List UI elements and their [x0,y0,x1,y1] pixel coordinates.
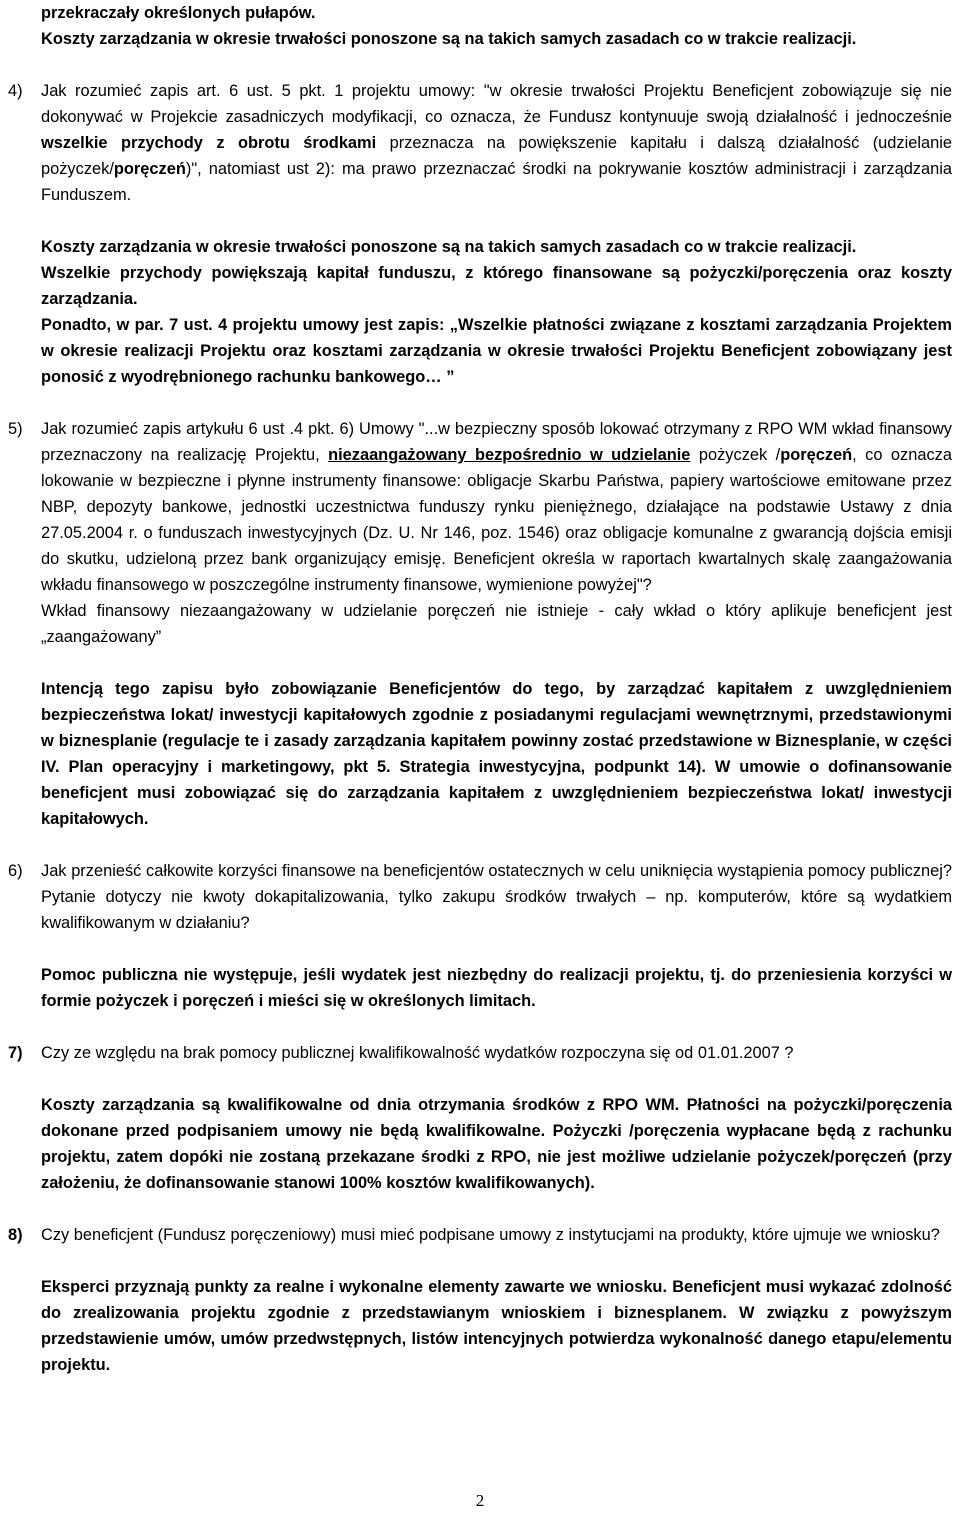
spacer [41,52,952,78]
question-8-text: Czy beneficjent (Fundusz poręczeniowy) musi mieć podpisane umowy z instytucjami na produkty, które ujmuje we wniosku? [41,1226,940,1244]
answer-6: Pomoc publiczna nie występuje, jeśli wydatek jest niezbędny do realizacji projektu, tj. do przeniesienia korzyści w formie pożyczek i poręczeń i mieści się w określonych limitach. [41,966,952,1010]
question-6 [8,858,952,1014]
item-number: 4) [8,82,23,100]
answer-5: Intencją tego zapisu było zobowiązanie Beneficjentów do tego, by zarządzać kapitałem z uwzględnieniem bezpieczeństwa lokat/ inwestycji kapitałowych zgodnie z posiadanymi regulacjami wewnętrznymi, przedstawionymi w biznesplanie (regulacje te i zasady zarządzania kapitałem powinny zostać przedstawione w Biznesplanie, w części IV. Plan operacyjny i marketingowy, pkt 5. Strategia inwestycyjna, podpunkt 14). W umowie o dofinansowanie beneficjent musi zobowiązać się do zarządzania kapitałem z uwzględnieniem bezpieczeństwa lokat/ inwestycji kapitałowych. [41,680,952,828]
question-5-note: Wkład finansowy niezaangażowany w udzielanie poręczeń nie istnieje - cały wkład o który aplikuje beneficjent jest „zaangażowany” [41,602,952,646]
answer-8: Eksperci przyznają punkty za realne i wykonalne elementy zawarte we wniosku. Beneficjent musi wykazać zdolność do zrealizowania projektu zgodnie z przedstawianym wnioskiem i biznesplanem. W związku z powyższym przedstawienie umów, umów przedwstępnych, listów intencyjnych potwierdza wykonalność danego etapu/elementu projektu. [41,1278,952,1374]
answer-7: Koszty zarządzania są kwalifikowalne od dnia otrzymania środków z RPO WM. Płatności na pożyczki/poręczenia dokonane przed podpisaniem umowy nie będą kwalifikowalne. Pożyczki /poręczenia wypłacane będą z rachunku projektu, zatem dopóki nie zostaną przekazane środki z RPO, nie jest możliwe udzielanie pożyczek/poręczeń (przy założeniu, że dofinansowanie stanowi 100% kosztów kwalifikowanych). [41,1096,952,1192]
answer-4-p2: Wszelkie przychody powiększają kapitał funduszu, z którego finansowane są pożyczki/poręczenia oraz koszty zarządzania. [41,264,952,308]
spacer [41,390,952,416]
page-number: 2 [475,1491,485,1510]
question-4 [8,78,952,390]
spacer [41,936,952,962]
answer-4-p1: Koszty zarządzania w okresie trwałości ponoszone są na takich samych zasadach co w trakcie realizacji. [41,238,857,256]
spacer [41,1066,952,1092]
question-7 [8,1040,952,1196]
spacer [41,1014,952,1040]
question-7-text: Czy ze względu na brak pomocy publicznej kwalifikowalność wydatków rozpoczyna się od 01.01.2007 ? [41,1044,794,1062]
question-4-text: Jak rozumieć zapis art. 6 ust. 5 pkt. 1 projektu umowy: "w okresie trwałości Projektu Beneficjent zobowiązuje się nie dokonywać w Projekcie zasadniczych modyfikacji, co oznacza, że Fundusz kontynuuje swoją działalność i jednocześnie wszelkie przychody z obrotu środkami przeznacza na powiększenie kapitału i dalszą działalność (udzielanie pożyczek/poręczeń)", natomiast ust 2): ma prawo przeznaczać środki na pokrywanie kosztów administracji i zarządzania Funduszem. [41,82,952,204]
spacer [41,208,952,234]
spacer [41,650,952,676]
item-number: 8) [8,1226,23,1244]
question-8 [8,1222,952,1378]
question-6-text: Jak przenieść całkowite korzyści finansowe na beneficjentów ostatecznych w celu uniknięcia wystąpienia pomocy publicznej? Pytanie dotyczy nie kwoty dokapitalizowania, tylko zakupu środków trwałych – np. komputerów, które są wydatkiem kwalifikowanym w działaniu? [41,862,952,932]
fragment-line-1: przekraczały określonych pułapów. [41,4,316,22]
item-number: 5) [8,420,23,438]
item-number: 6) [8,862,23,880]
item-number: 7) [8,1044,23,1062]
answer-4-p3: Ponadto, w par. 7 ust. 4 projektu umowy jest zapis: „Wszelkie płatności związane z kosztami zarządzania Projektem w okresie realizacji Projektu oraz kosztami zarządzania w okresie trwałości Projektu Beneficjent zobowiązany jest ponosić z wyodrębnionego rachunku bankowego… ” [41,316,952,386]
question-5 [8,416,952,832]
spacer [41,1196,952,1222]
question-5-text: Jak rozumieć zapis artykułu 6 ust .4 pkt. 6) Umowy "...w bezpieczny sposób lokować otrzymany z RPO WM wkład finansowy przeznaczony na realizację Projektu, niezaangażowany bezpośrednio w udzielanie pożyczek /poręczeń, co oznacza lokowanie w bezpieczne i płynne instrumenty finansowe: obligacje Skarbu Państwa, papiery wartościowe emitowane przez NBP, depozyty bankowe, jednostki uczestnictwa funduszy rynku pieniężnego, działające na podstawie Ustawy z dnia 27.05.2004 r. o funduszach inwestycyjnych (Dz. U. Nr 146, poz. 1546) oraz obligacje komunalne z gwarancją dojścia emisji do skutku, udzieloną przez bank organizujący emisję. Beneficjent określa w raportach kwartalnych skalę zaangażowania wkładu finansowego w poszczególne instrumenty finansowe, wymienione powyżej"? [41,420,952,594]
spacer [41,832,952,858]
spacer [41,1248,952,1274]
fragment-line-2: Koszty zarządzania w okresie trwałości ponoszone są na takich samych zasadach co w trakcie realizacji. [41,30,857,48]
